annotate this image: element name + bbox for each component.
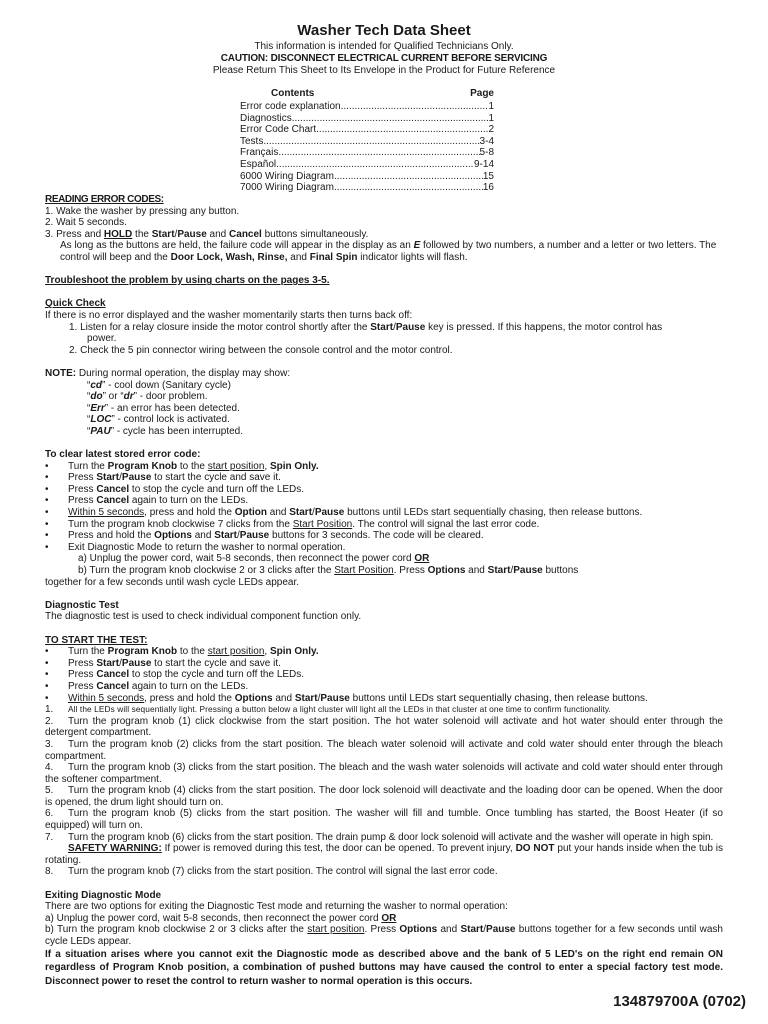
toc-heading: Contents: [271, 88, 315, 99]
quick-check-intro: If there is no error displayed and the washer momentarily starts then turns back off:: [45, 309, 413, 321]
text: /: [317, 692, 321, 704]
reading-step-2: 2. Wait 5 seconds.: [45, 217, 127, 229]
text: , press and hold the: [144, 507, 235, 519]
text: a) Unplug the power cord, wait 5-8 seconds, then reconnect the power cord: [78, 553, 415, 565]
toc-entry: [240, 101, 494, 113]
clear-bullet-1: [45, 461, 723, 473]
toc-leader: [316, 124, 488, 136]
start-keyword: Start: [151, 228, 175, 240]
text: buttons for 3 seconds. The code will be cleared.: [269, 530, 484, 542]
step-number: 7.: [45, 831, 54, 843]
toc-entry-page: 2: [488, 124, 494, 136]
toc-entry-title: Tests: [240, 135, 264, 147]
text: b) Turn the program knob clockwise 2 or 3 clicks after the: [78, 565, 335, 576]
text: followed by two numbers, a number and a letter or two letters. The: [420, 240, 717, 252]
test-bullet-1: [45, 646, 723, 658]
hold-keyword: HOLD: [103, 228, 133, 240]
step-number: 6.: [45, 808, 54, 820]
text: ” - an error has been detected.: [104, 402, 240, 414]
step-text: Turn the program knob (2) clicks from the start position. The bleach water solenoid will activate and cold water should enter through the bleach compartment.: [45, 738, 723, 762]
indicator-lights: Door Lock, Wash, Rinse,: [170, 251, 288, 263]
reading-step-1: 1. Wake the washer by pressing any button.: [45, 205, 240, 217]
spin-only-label: Spin Only.: [269, 460, 319, 472]
text: /: [483, 924, 487, 936]
step-text: Turn the program knob (1) click clockwise from the start position. The hot water solenoid will activate and hot water should enter through the detergent compartment.: [45, 715, 723, 739]
troubleshoot-note: Troubleshoot the problem by using charts on the pages 3-5.: [45, 275, 330, 287]
step-number: 2.: [45, 715, 54, 727]
cancel-keyword: Cancel: [96, 495, 130, 507]
final-spin-label: Final Spin: [309, 251, 358, 263]
toc-entry-page: 9-14: [473, 158, 494, 170]
display-note: [45, 368, 723, 380]
text: . The control will signal the last error code.: [352, 518, 540, 530]
quick-check-heading: Quick Check: [45, 298, 106, 310]
options-keyword: Options: [399, 924, 438, 936]
pause-keyword: Pause: [486, 924, 516, 936]
cancel-keyword: Cancel: [229, 228, 262, 240]
diagnostic-test-heading: Diagnostic Test: [45, 599, 119, 611]
text: Turn the: [68, 460, 108, 472]
bullet-glyph: •: [45, 460, 49, 472]
text: Press: [68, 495, 97, 507]
test-step: [45, 832, 723, 844]
display-code-do-dr: [45, 391, 723, 403]
text: b) Turn the program knob clockwise 2 or 3 clicks after the: [45, 924, 308, 936]
exiting-option-a: [45, 913, 723, 925]
toc-entry-page: 15: [482, 170, 494, 182]
bullet-glyph: •: [45, 518, 49, 530]
options-keyword: Options: [154, 530, 192, 542]
text: If power is removed during this test, the door can be opened. To prevent injury,: [161, 843, 516, 855]
toc-leader: [292, 113, 489, 125]
clear-bullet-4: [45, 495, 723, 507]
test-step: [45, 808, 723, 831]
start-position-label: start position: [307, 924, 365, 936]
start-position-label: start position: [207, 646, 265, 658]
text: During normal operation, the display may show:: [76, 367, 291, 379]
text: Exit Diagnostic Mode to return the washer to normal operation.: [68, 541, 346, 553]
option-keyword: Option: [234, 507, 267, 519]
bullet-glyph: •: [45, 483, 49, 495]
text: Press and hold the: [68, 530, 155, 542]
toc-leader: [263, 136, 479, 148]
text: Turn the: [68, 646, 108, 658]
document-body: [45, 194, 723, 988]
bullet-glyph: •: [45, 692, 49, 704]
code: PAU: [90, 425, 111, 437]
text: again to turn on the LEDs.: [129, 495, 249, 507]
display-code-cd: [45, 380, 723, 392]
clear-bullet-6: [45, 519, 723, 531]
pause-keyword: Pause: [320, 692, 350, 704]
toc-entry-page: 16: [482, 182, 494, 194]
reading-note: [45, 240, 723, 252]
text: and: [437, 924, 461, 936]
bullet-glyph: •: [45, 669, 49, 681]
step-number: 1.: [45, 704, 54, 716]
text: [68, 669, 723, 681]
start-keyword: Start: [214, 530, 237, 542]
toc-entry-title: 6000 Wiring Diagram: [240, 170, 334, 182]
text: a) Unplug the power cord, wait 5-8 seconds, then reconnect the power cord: [45, 912, 382, 924]
bullet-glyph: •: [45, 472, 49, 484]
bullet-glyph: •: [45, 541, 49, 553]
text: . Press: [364, 924, 400, 936]
part-number: 134879700A (0702): [613, 993, 746, 1010]
toc-entry: [240, 171, 494, 183]
e-code-letter: E: [413, 240, 421, 252]
text: Press: [68, 483, 97, 495]
note-label: NOTE:: [45, 367, 77, 379]
within-5-seconds: Within 5 seconds: [68, 507, 145, 519]
step-text: Turn the program knob (5) clicks from the start position. The washer will fill and tumble. Once tumbling has started, the Boost Heater (if so equipped) will turn on.: [45, 808, 723, 832]
clear-option-a: [45, 553, 723, 565]
safety-warning-label: SAFETY WARNING:: [68, 843, 162, 855]
text: [68, 646, 723, 658]
text: the: [132, 228, 152, 240]
test-step: [45, 762, 723, 785]
display-code-err: [45, 403, 723, 415]
clear-code-heading: To clear latest stored error code:: [45, 449, 201, 461]
text: [68, 495, 723, 507]
text: ” or “: [102, 391, 124, 403]
toc-entry-page: 3-4: [479, 135, 494, 147]
toc-leader: [278, 147, 479, 159]
text: 3. Press and: [45, 228, 104, 240]
toc-entry-title: Français: [240, 147, 279, 159]
quick-check-item-2: 2. Check the 5 pin connector wiring between the console control and the motor control.: [69, 344, 453, 356]
toc-entry: [240, 182, 494, 194]
toc-entry: [240, 136, 494, 148]
test-step: [45, 716, 723, 739]
toc-entry-title: Español: [240, 158, 277, 170]
test-step: [45, 785, 723, 808]
text: . Press: [393, 565, 428, 576]
toc-entry-title: Error code explanation: [240, 101, 341, 112]
code: Err: [90, 402, 105, 414]
pause-keyword: Pause: [121, 472, 152, 484]
text: Press: [68, 680, 97, 692]
toc-leader: [341, 101, 489, 113]
code: do: [90, 391, 103, 403]
text: [68, 519, 723, 531]
step-text: All the LEDs will sequentially light. Pressing a button below a light cluster will light all the LEDs in that cluster at one time to confirm functionality.: [68, 704, 611, 715]
step-number: 8.: [45, 866, 54, 878]
test-step: [45, 739, 723, 762]
options-keyword: Options: [427, 565, 466, 576]
pause-keyword: Pause: [314, 507, 345, 519]
step-text: Turn the program knob (6) clicks from the start position. The drain pump & door lock solenoid will activate and the washer will operate in high spin.: [68, 831, 714, 843]
text: [68, 530, 723, 542]
text: again to turn on the LEDs.: [129, 680, 249, 692]
text: Turn the program knob clockwise 7 clicks from the: [68, 518, 293, 530]
start-keyword: Start: [370, 321, 394, 333]
program-knob-label: Program Knob: [107, 460, 178, 472]
text: [68, 507, 723, 519]
start-test-heading: TO START THE TEST:: [45, 634, 148, 646]
text: ” - cool down (Sanitary cycle): [102, 379, 231, 391]
text: buttons simultaneously.: [261, 228, 369, 240]
text: Press: [68, 669, 97, 681]
pause-keyword: Pause: [121, 657, 152, 669]
clear-bullet-2: [45, 472, 723, 484]
step-text: Turn the program knob (7) clicks from the start position. The control will signal the last error code.: [68, 866, 498, 878]
text: /: [119, 657, 122, 669]
program-knob-label: Program Knob: [107, 646, 178, 658]
pause-keyword: Pause: [239, 530, 270, 542]
text: and: [206, 228, 230, 240]
text: to stop the cycle and turn off the LEDs.: [129, 483, 305, 495]
do-not-keyword: DO NOT: [515, 843, 555, 855]
toc-leader: [334, 171, 483, 183]
test-bullet-2: [45, 658, 723, 670]
within-5-seconds: Within 5 seconds: [68, 692, 145, 704]
test-bullet-4: [45, 681, 723, 693]
text: and: [191, 530, 215, 542]
cancel-keyword: Cancel: [96, 669, 130, 681]
toc-entry: [240, 124, 494, 136]
start-position-label: Start Position: [334, 565, 394, 576]
clear-bullet-3: [45, 484, 723, 496]
text: indicator lights will flash.: [357, 251, 468, 263]
text: /: [119, 472, 122, 484]
cancel-keyword: Cancel: [96, 483, 130, 495]
text: to the: [177, 460, 208, 472]
text: [68, 461, 723, 473]
toc-entry-page: 1: [488, 101, 494, 112]
test-bullet-5: [45, 693, 723, 705]
text: buttons: [542, 565, 579, 576]
clear-option-b: [45, 565, 723, 577]
toc-header: [240, 88, 494, 101]
bullet-glyph: •: [45, 657, 49, 669]
code: LOC: [90, 414, 112, 426]
quick-check-item-1: [45, 322, 723, 334]
pause-keyword: Pause: [395, 321, 426, 333]
exiting-option-b: [45, 924, 723, 947]
text: “: [87, 414, 91, 426]
text: /: [312, 507, 315, 519]
safety-warning: [45, 843, 723, 866]
text: put your hands inside when the tub is rotating.: [45, 843, 723, 866]
reading-note-2: [45, 252, 723, 264]
clear-option-b-cont: together for a few seconds until wash cycle LEDs appear.: [45, 576, 300, 588]
text: /: [510, 565, 514, 576]
toc-leader: [276, 159, 474, 171]
spin-only-label: Spin Only.: [269, 646, 319, 658]
text: [68, 658, 723, 670]
code: cd: [90, 379, 103, 391]
text: , press and hold the: [144, 692, 235, 704]
text: [68, 484, 723, 496]
start-keyword: Start: [96, 472, 120, 484]
text: [68, 681, 723, 693]
text: to start the cycle and save it.: [151, 657, 281, 669]
display-code-pau: [45, 426, 723, 438]
factory-mode-warning: If a situation arises where you cannot exit the Diagnostic mode as described above and the bank of 5 LED's on the right end remain ON regardless of Program Knob position, a combination of pushed buttons may have caused the control to enter a special factory test mode. Disconnect power to reset the control to return washer to normal operation is this occurs.: [45, 948, 723, 987]
text: [68, 472, 723, 484]
document-title: Washer Tech Data Sheet: [297, 22, 471, 39]
pause-keyword: Pause: [177, 228, 207, 240]
toc-entry-page: 5-8: [479, 147, 494, 159]
toc-entry-title: Diagnostics: [240, 112, 292, 124]
toc-entry-title: Error Code Chart: [240, 124, 317, 136]
text: ” - cycle has been interrupted.: [110, 425, 244, 437]
text: [68, 693, 723, 705]
text: /: [237, 530, 240, 542]
text: 1. Listen for a relay closure inside the motor control shortly after the: [69, 321, 371, 333]
text: “: [87, 391, 91, 403]
toc-entry: [240, 113, 494, 125]
bullet-glyph: •: [45, 680, 49, 692]
text: and: [267, 507, 290, 519]
step-number: 3.: [45, 738, 54, 750]
display-code-loc: [45, 414, 723, 426]
test-step: [45, 866, 723, 878]
text: buttons until LEDs start sequentially chasing, then release buttons.: [349, 692, 648, 704]
text: and: [465, 565, 488, 576]
text: “: [87, 379, 91, 391]
test-bullet-3: [45, 669, 723, 681]
text: /: [174, 228, 178, 240]
text: key is pressed. If this happens, the motor control has: [425, 321, 663, 333]
start-keyword: Start: [487, 565, 511, 576]
options-keyword: Options: [234, 692, 273, 704]
text: and: [287, 251, 310, 263]
intended-note: This information is intended for Qualified Technicians Only.: [254, 41, 514, 52]
text: As long as the buttons are held, the failure code will appear in the display as an: [60, 240, 414, 252]
start-keyword: Start: [289, 507, 313, 519]
test-step: [45, 704, 723, 716]
step-text: Turn the program knob (3) clicks from the start position. The bleach and the wash water solenoids will activate and cold water should enter through the softener compartment.: [45, 762, 723, 785]
text: “: [87, 402, 91, 414]
start-position-label: Start Position: [292, 518, 353, 530]
toc-entry: [240, 147, 494, 159]
clear-bullet-7: [45, 530, 723, 542]
reading-error-codes-heading: READING ERROR CODES:: [45, 194, 164, 205]
bullet-glyph: •: [45, 495, 49, 507]
start-keyword: Start: [96, 657, 120, 669]
clear-bullet-5: [45, 507, 723, 519]
toc-entry-title: 7000 Wiring Diagram: [240, 182, 334, 194]
step-number: 4.: [45, 762, 54, 774]
bullet-glyph: •: [45, 507, 49, 519]
text: to stop the cycle and turn off the LEDs.: [129, 669, 305, 681]
return-note: Please Return This Sheet to Its Envelope in the Product for Future Reference: [212, 65, 556, 76]
exiting-intro: There are two options for exiting the Diagnostic Test mode and returning the washer to normal operation:: [45, 901, 508, 913]
text: ,: [264, 460, 270, 472]
text: Press: [68, 472, 97, 484]
quick-check-item-1-cont: power.: [87, 333, 117, 345]
start-keyword: Start: [460, 924, 484, 936]
text: ” - door problem.: [133, 391, 208, 403]
text: Press: [68, 657, 97, 669]
diagnostic-test-intro: The diagnostic test is used to check individual component function only.: [45, 611, 362, 623]
text: ” - control lock is activated.: [111, 414, 230, 426]
text: control will beep and the: [60, 251, 171, 263]
reading-step-3: [45, 229, 723, 241]
text: to the: [177, 646, 208, 658]
or-keyword: OR: [381, 912, 397, 924]
text: /: [393, 321, 396, 333]
text: to start the cycle and save it.: [151, 472, 281, 484]
text: ,: [264, 646, 270, 658]
text: “: [87, 425, 91, 437]
table-of-contents: [240, 88, 494, 194]
pause-keyword: Pause: [513, 565, 543, 576]
toc-leader: [334, 182, 483, 194]
step-text: Turn the program knob (4) clicks from the start position. The door lock solenoid will deactivate and the loading door can be opened. When the door is opened, the drum light should turn on.: [45, 785, 723, 808]
step-number: 5.: [45, 785, 54, 797]
exiting-heading: Exiting Diagnostic Mode: [45, 889, 162, 901]
or-keyword: OR: [414, 553, 430, 565]
toc-page-heading: Page: [470, 88, 494, 99]
toc-entry: [240, 159, 494, 171]
text: buttons until LEDs start sequentially chasing, then release buttons.: [344, 507, 643, 519]
start-position-label: start position: [207, 460, 265, 472]
toc-entry-page: 1: [488, 112, 494, 124]
caution-note: CAUTION: DISCONNECT ELECTRICAL CURRENT BEFORE SERVICING: [220, 53, 548, 64]
start-keyword: Start: [294, 692, 318, 704]
code: dr: [123, 391, 134, 403]
cancel-keyword: Cancel: [96, 680, 130, 692]
text: and: [272, 692, 295, 704]
clear-bullet-8: [45, 542, 723, 554]
bullet-glyph: •: [45, 646, 49, 658]
bullet-glyph: •: [45, 530, 49, 542]
text: buttons together for a few seconds until wash cycle LEDs appear.: [45, 924, 723, 947]
